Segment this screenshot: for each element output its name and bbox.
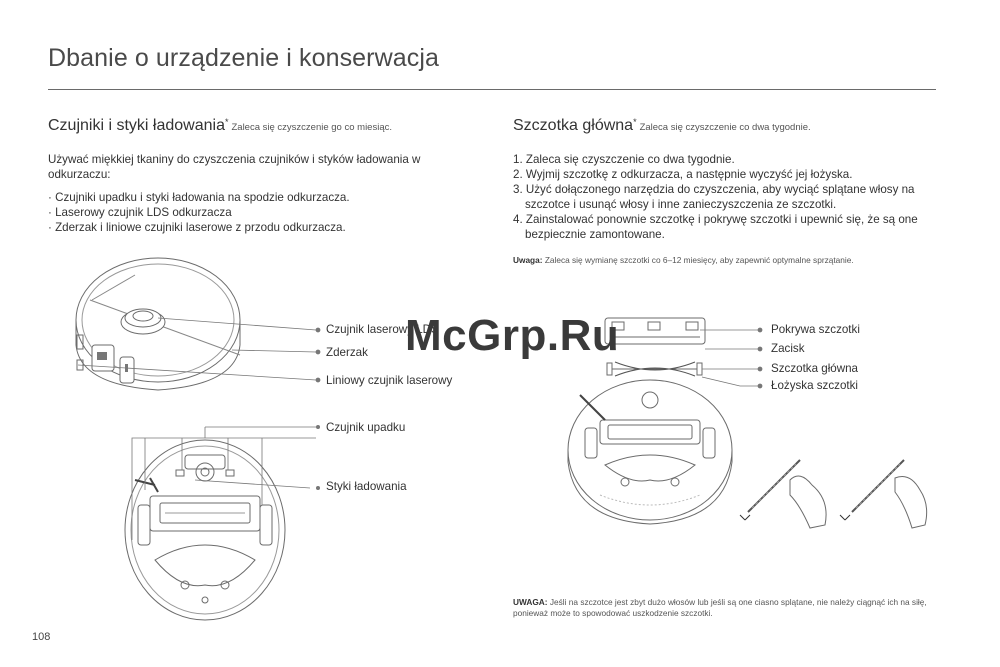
- list-item: 1. Zaleca się czyszczenie co dwa tygodnie.: [513, 153, 735, 166]
- label-charging-contacts: Styki ładowania: [326, 480, 407, 493]
- label-brush-cover: Pokrywa szczotki: [771, 323, 860, 336]
- sensors-intro: Używać miękkiej tkaniny do czyszczenia czujników i styków ładowania w odkurzaczu:: [48, 153, 421, 181]
- label-brush-bearings: Łożyska szczotki: [771, 379, 858, 392]
- warning-text: Jeśli na szczotce jest zbyt dużo włosów lub jeśli są one ciasno splątane, nie należy ciągnąć ich na siłę, ponieważ może to spowodować uszkodzenie szczotki.: [513, 597, 927, 618]
- sensors-heading-star: *: [224, 117, 229, 127]
- list-item: · Czujniki upadku i styki ładowania na spodzie odkurzacza.: [48, 191, 350, 204]
- list-item: 4. Zainstalować ponownie szczotkę i pokrywę szczotki i upewnić się, że są one bezpiecznie zamontowane.: [513, 213, 918, 241]
- label-lds-sensor: Czujnik laserowy LDS: [326, 323, 439, 336]
- watermark: McGrp.Ru: [405, 311, 620, 360]
- brush-heading-star: *: [633, 117, 637, 127]
- list-item: 3. Użyć dołączonego narzędzia do czyszczenia, aby wyciąć splątane włosy na szczotce i usunąć włosy i inne zanieczyszczenia ze szczotki.: [513, 183, 915, 211]
- label-clip: Zacisk: [771, 342, 805, 355]
- page-number: 108: [32, 631, 51, 643]
- brush-heading-note: Zaleca się czyszczenie co dwa tygodnie.: [639, 122, 811, 133]
- label-main-brush: Szczotka główna: [771, 362, 858, 375]
- sensors-heading-note: Zaleca się czyszczenie go co miesiąc.: [231, 122, 392, 133]
- label-line-laser: Liniowy czujnik laserowy: [326, 374, 453, 387]
- warning-label: UWAGA:: [513, 597, 548, 607]
- brush-heading-text: Szczotka główna: [513, 117, 634, 134]
- note-text: Zaleca się wymianę szczotki co 6–12 miesięcy, aby zapewnić optymalne sprzątanie.: [544, 255, 854, 265]
- list-item: · Zderzak i liniowe czujniki laserowe z przodu odkurzacza.: [48, 221, 346, 234]
- label-cliff-sensor: Czujnik upadku: [326, 421, 406, 434]
- label-bumper: Zderzak: [326, 346, 368, 359]
- sensors-heading-text: Czujniki i styki ładowania: [48, 117, 225, 134]
- list-item: · Laserowy czujnik LDS odkurzacza: [48, 206, 232, 219]
- brush-warning: [513, 597, 933, 619]
- list-item: 2. Wyjmij szczotkę z odkurzacza, a następnie wyczyść jej łożyska.: [513, 168, 853, 181]
- note-label: Uwaga:: [513, 255, 543, 265]
- page-title: Dbanie o urządzenie i konserwacja: [48, 44, 440, 72]
